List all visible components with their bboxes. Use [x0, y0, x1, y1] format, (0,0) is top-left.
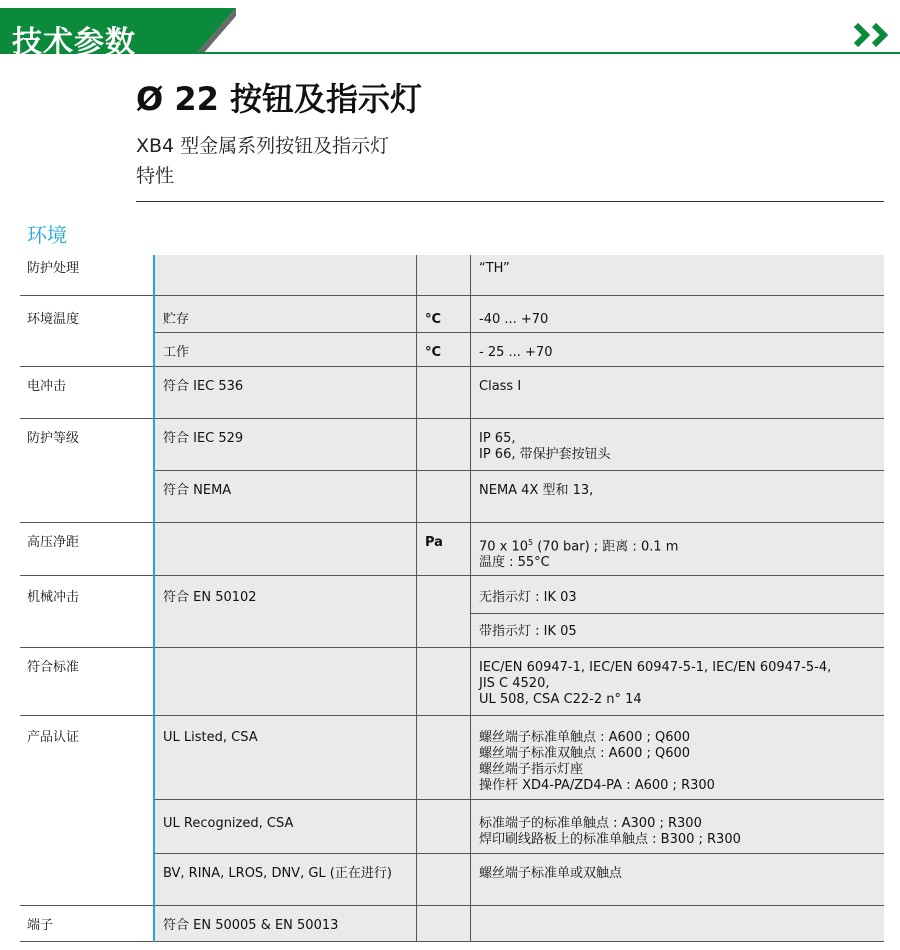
row-unit: °C — [417, 295, 471, 332]
value-line: 焊印刷线路板上的标准单触点 : B300 ; R300 — [479, 831, 741, 847]
chevron-right-icon — [852, 22, 896, 48]
row-unit — [417, 575, 471, 613]
row-condition: 符合 IEC 529 — [154, 418, 417, 470]
title-divider — [136, 201, 884, 202]
spec-table — [20, 255, 884, 942]
row-value: Class I — [471, 366, 885, 418]
value-line: IP 65, — [479, 430, 516, 446]
header-wedge — [196, 8, 236, 54]
row-condition: 工作 — [154, 332, 417, 366]
row-unit — [417, 647, 471, 715]
row-unit: °C — [417, 332, 471, 366]
subtitle-line-2: 特性 — [136, 165, 175, 187]
value-exponent: 5 — [528, 537, 534, 547]
row-value — [471, 647, 885, 715]
table-row — [20, 715, 884, 799]
page-title: Ø 22 按钮及指示灯 — [136, 80, 423, 118]
row-condition — [154, 522, 417, 575]
row-value: 带指示灯 : IK 05 — [471, 613, 885, 647]
row-value: 螺丝端子标准单或双触点 — [471, 853, 885, 905]
table-row — [20, 613, 884, 647]
value-line: JIS C 4520, — [479, 675, 550, 691]
row-category: 高压净距 — [20, 522, 154, 575]
row-category-empty — [20, 332, 154, 366]
row-value: 无指示灯 : IK 03 — [471, 575, 885, 613]
row-condition: UL Recognized, CSA — [154, 799, 417, 853]
row-condition: 符合 EN 50102 — [154, 575, 417, 613]
row-value: “TH” — [471, 255, 885, 295]
table-row — [20, 647, 884, 715]
row-category: 符合标准 — [20, 647, 154, 715]
table-row — [20, 295, 884, 332]
row-condition: 符合 EN 50005 & EN 50013 — [154, 905, 417, 941]
value-line: 螺丝端子指示灯座 — [479, 761, 584, 777]
value-line — [479, 535, 876, 555]
row-value — [471, 905, 885, 941]
row-condition: UL Listed, CSA — [154, 715, 417, 799]
row-category: 端子 — [20, 905, 154, 941]
row-unit — [417, 366, 471, 418]
row-category: 防护处理 — [20, 255, 154, 295]
table-row — [20, 853, 884, 905]
row-category: 防护等级 — [20, 418, 154, 470]
row-unit — [417, 255, 471, 295]
row-category-empty — [20, 853, 154, 905]
row-category: 机械冲击 — [20, 575, 154, 613]
row-unit — [417, 715, 471, 799]
row-value: - 25 ... +70 — [471, 332, 885, 366]
table-row — [20, 332, 884, 366]
row-unit — [417, 853, 471, 905]
row-condition: 符合 IEC 536 — [154, 366, 417, 418]
value-post: (70 bar) ; 距离 : 0.1 m — [533, 538, 679, 554]
value-line: IEC/EN 60947-1, IEC/EN 60947-5-1, IEC/EN 60947-5-4, — [479, 659, 832, 675]
table-row — [20, 418, 884, 470]
row-value: NEMA 4X 型和 13, — [471, 470, 885, 522]
value-pre: 70 x 10 — [479, 538, 529, 554]
row-value — [471, 418, 885, 470]
row-unit — [417, 905, 471, 941]
table-row — [20, 522, 884, 575]
table-row — [20, 255, 884, 295]
header-label: 技术参数 — [12, 25, 136, 60]
row-value — [471, 522, 885, 575]
row-value — [471, 715, 885, 799]
row-value: -40 ... +70 — [471, 295, 885, 332]
row-condition — [154, 255, 417, 295]
table-row — [20, 905, 884, 941]
row-unit-empty — [417, 613, 471, 647]
row-category: 产品认证 — [20, 715, 154, 799]
table-row — [20, 470, 884, 522]
row-category-empty — [20, 613, 154, 647]
value-line: 操作杆 XD4-PA/ZD4-PA : A600 ; R300 — [479, 777, 715, 793]
row-value — [471, 799, 885, 853]
value-line: 螺丝端子标准双触点 : A600 ; Q600 — [479, 745, 691, 761]
row-unit: Pa — [417, 522, 471, 575]
row-category-empty — [20, 799, 154, 853]
table-row — [20, 575, 884, 613]
section-title: 环境 — [27, 223, 67, 247]
row-unit — [417, 470, 471, 522]
row-category: 电冲击 — [20, 366, 154, 418]
row-category-empty — [20, 470, 154, 522]
row-category: 环境温度 — [20, 295, 154, 332]
row-condition: 符合 NEMA — [154, 470, 417, 522]
value-line: 螺丝端子标准单触点 : A600 ; Q600 — [479, 729, 691, 745]
value-line: UL 508, CSA C22-2 n° 14 — [479, 691, 642, 707]
row-condition: 贮存 — [154, 295, 417, 332]
value-line: IP 66, 带保护套按钮头 — [479, 446, 611, 462]
header-rule — [196, 52, 900, 54]
row-unit — [417, 799, 471, 853]
header-tab — [0, 8, 196, 60]
subtitle-line-1: XB4 型金属系列按钮及指示灯 — [136, 135, 390, 157]
row-condition-empty — [154, 613, 417, 647]
row-condition: BV, RINA, LROS, DNV, GL (正在进行) — [154, 853, 417, 905]
row-condition — [154, 647, 417, 715]
value-line: 标准端子的标准单触点 : A300 ; R300 — [479, 815, 702, 831]
row-unit — [417, 418, 471, 470]
value-line: 温度 : 55°C — [479, 554, 550, 570]
table-row — [20, 799, 884, 853]
table-row — [20, 366, 884, 418]
